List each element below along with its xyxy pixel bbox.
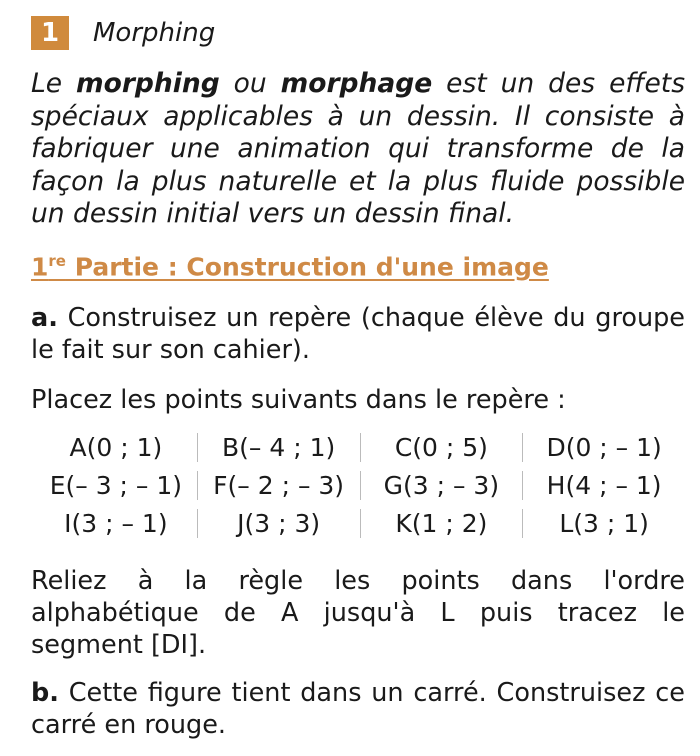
points-row — [35, 466, 685, 504]
points-row — [35, 428, 685, 466]
intro-bold-morphage: morphage — [280, 68, 433, 99]
point-label: H(4 ; – 1) — [522, 471, 685, 500]
part-ordinal: 1 — [31, 252, 49, 282]
question-a — [31, 302, 685, 366]
point-label: I(3 ; – 1) — [64, 508, 168, 538]
connect-points-instruction: Reliez à la règle les points dans l'ordre alphabétique de A jusqu'à L puis tracez le segment [DI]. — [31, 566, 685, 660]
question-b — [31, 677, 685, 741]
question-a-text: Construisez un repère (chaque élève du groupe le fait sur son cahier). — [31, 303, 685, 365]
part-ordinal-suffix: re — [48, 252, 66, 270]
point-label: F(– 2 ; – 3) — [197, 471, 360, 500]
place-points-instruction: Placez les points suivants dans le repère : — [31, 385, 566, 415]
point-label: B(– 4 ; 1) — [197, 433, 360, 462]
point-label: C(0 ; 5) — [360, 433, 523, 462]
intro-text-1: Le — [31, 68, 77, 99]
question-b-label: b. — [31, 678, 59, 708]
point-label: K(1 ; 2) — [360, 509, 523, 538]
point-label: L(3 ; 1) — [522, 509, 685, 538]
points-row — [35, 504, 685, 542]
point-label: J(3 ; 3) — [197, 509, 360, 538]
intro-paragraph — [31, 68, 685, 231]
part-heading — [31, 252, 549, 281]
points-table — [35, 428, 685, 542]
intro-bold-morphing: morphing — [76, 68, 220, 99]
exercise-number-badge: 1 — [31, 16, 69, 50]
point-label: A(0 ; 1) — [69, 432, 163, 462]
intro-text-3: est un des effets spéciaux applicables à un dessin. Il consiste à fabriquer une animation qui transforme de la façon la plus naturelle et la plus fluide possible un dessin initial vers un dessin final. — [31, 68, 685, 229]
point-label: E(– 3 ; – 1) — [49, 470, 183, 500]
exercise-title: Morphing — [93, 18, 216, 48]
question-b-text: Cette figure tient dans un carré. Construisez ce carré en rouge. — [31, 678, 685, 740]
question-a-label: a. — [31, 303, 58, 333]
point-label: D(0 ; – 1) — [522, 433, 685, 462]
intro-text-2: ou — [219, 68, 281, 99]
point-label: G(3 ; – 3) — [360, 471, 523, 500]
exercise-header — [31, 16, 215, 50]
part-title: Partie : Construction d'une image — [65, 252, 549, 282]
